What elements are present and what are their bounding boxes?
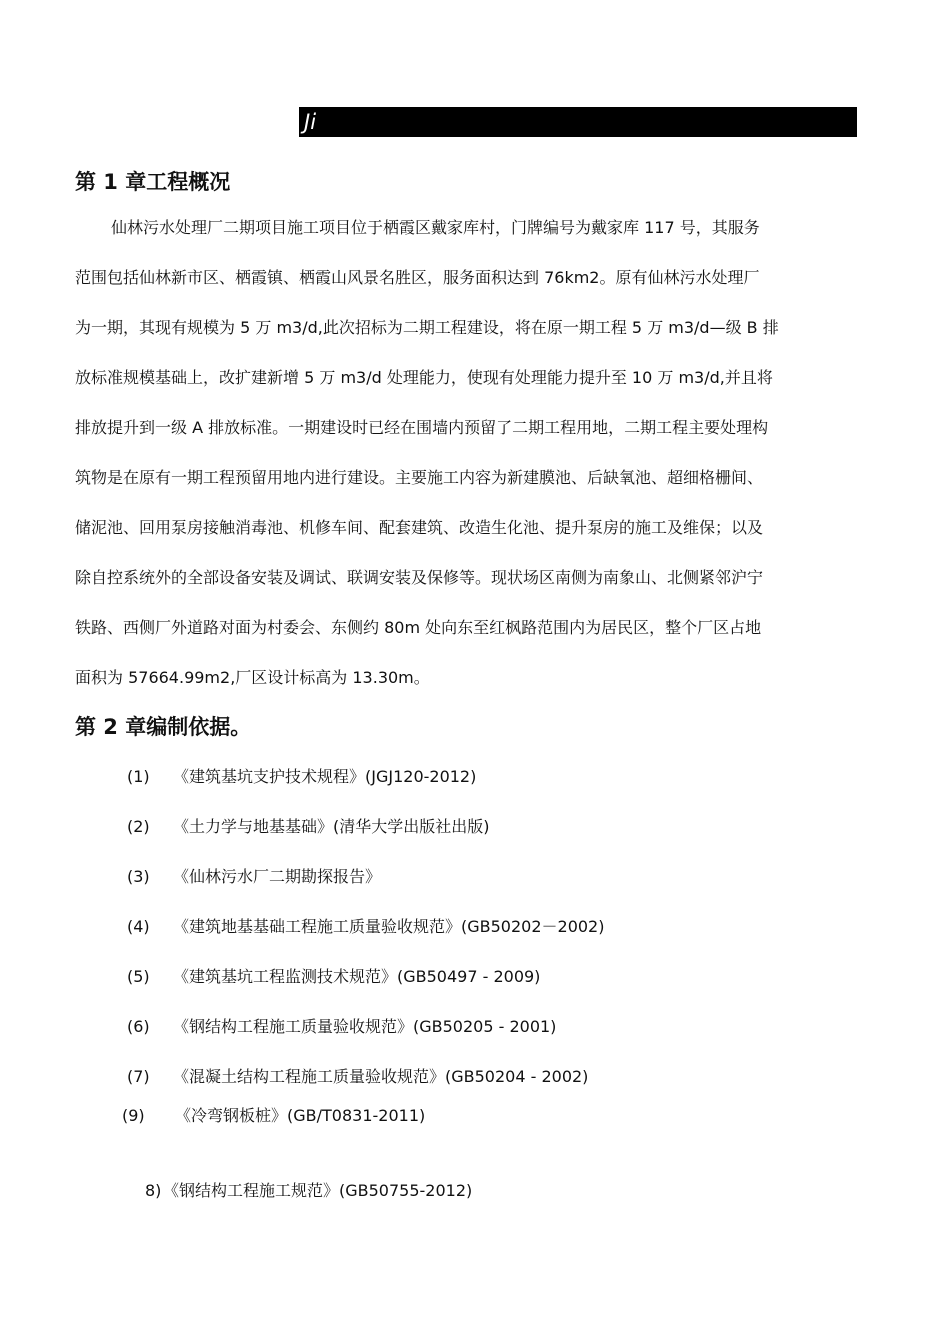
paragraph-line: 铁路、西侧厂外道路对面为村委会、东侧约 80m 处向东至红枫路范围内为居民区，整个厂区占地 bbox=[75, 618, 762, 637]
paragraph-line: 为一期，其现有规模为 5 万 m3/d,此次招标为二期工程建设，将在原一期工程 5 万 m3/d—级 B 排 bbox=[75, 318, 779, 337]
reference-text: 《建筑基坑支护技术规程》(JGJ120-2012) bbox=[173, 767, 477, 786]
reference-text: 《建筑基坑工程监测技术规范》(GB50497 - 2009) bbox=[173, 967, 541, 986]
reference-text: 《钢结构工程施工质量验收规范》(GB50205 - 2001) bbox=[173, 1017, 557, 1036]
reference-text: 《混凝土结构工程施工质量验收规范》(GB50204 - 2002) bbox=[173, 1067, 589, 1086]
paragraph-line: 排放提升到一级 A 排放标准。一期建设时已经在围墙内预留了二期工程用地，二期工程主要处理构 bbox=[75, 418, 769, 437]
paragraph-line: 放标准规模基础上，改扩建新增 5 万 m3/d 处理能力，使现有处理能力提升至 10 万 m3/d,并且将 bbox=[75, 368, 773, 387]
header-bar bbox=[299, 107, 857, 137]
header-mark: Ji bbox=[304, 110, 317, 134]
reference-text: 《建筑地基基础工程施工质量验收规范》(GB50202－2002) bbox=[173, 917, 605, 936]
reference-number: (4) bbox=[127, 917, 150, 936]
reference-number: (1) bbox=[127, 767, 150, 786]
paragraph-line: 范围包括仙林新市区、栖霞镇、栖霞山风景名胜区，服务面积达到 76km2。原有仙林污水处理厂 bbox=[75, 268, 760, 287]
paragraph-line: 储泥池、回用泵房接触消毒池、机修车间、配套建筑、改造生化池、提升泵房的施工及维保；以及 bbox=[75, 518, 764, 537]
reference-text: 《冷弯钢板桩》(GB/T0831-2011) bbox=[175, 1106, 426, 1125]
chapter-2-title: 第 2 章编制依据。 bbox=[75, 715, 252, 739]
reference-number: (7) bbox=[127, 1067, 150, 1086]
paragraph-line: 除自控系统外的全部设备安装及调试、联调安装及保修等。现状场区南侧为南象山、北侧紧邻沪宁 bbox=[75, 568, 764, 587]
reference-text: 《仙林污水厂二期勘探报告》 bbox=[173, 867, 382, 886]
reference-number: (3) bbox=[127, 867, 150, 886]
chapter-1-title: 第 1 章工程概况 bbox=[75, 170, 231, 194]
paragraph-line: 筑物是在原有一期工程预留用地内进行建设。主要施工内容为新建膜池、后缺氧池、超细格栅间、 bbox=[75, 468, 764, 487]
reference-number: 8) bbox=[145, 1181, 162, 1200]
paragraph-line: 面积为 57664.99m2,厂区设计标高为 13.30m。 bbox=[75, 668, 430, 687]
reference-text: 《土力学与地基基础》(清华大学出版社出版) bbox=[173, 817, 490, 836]
reference-number: (2) bbox=[127, 817, 150, 836]
reference-number: (9) bbox=[122, 1106, 145, 1125]
paragraph-line: 仙林污水处理厂二期项目施工项目位于栖霞区戴家库村，门牌编号为戴家库 117 号，其服务 bbox=[111, 218, 760, 237]
reference-number: (6) bbox=[127, 1017, 150, 1036]
reference-text: 《钢结构工程施工规范》(GB50755-2012) bbox=[163, 1181, 473, 1200]
reference-number: (5) bbox=[127, 967, 150, 986]
